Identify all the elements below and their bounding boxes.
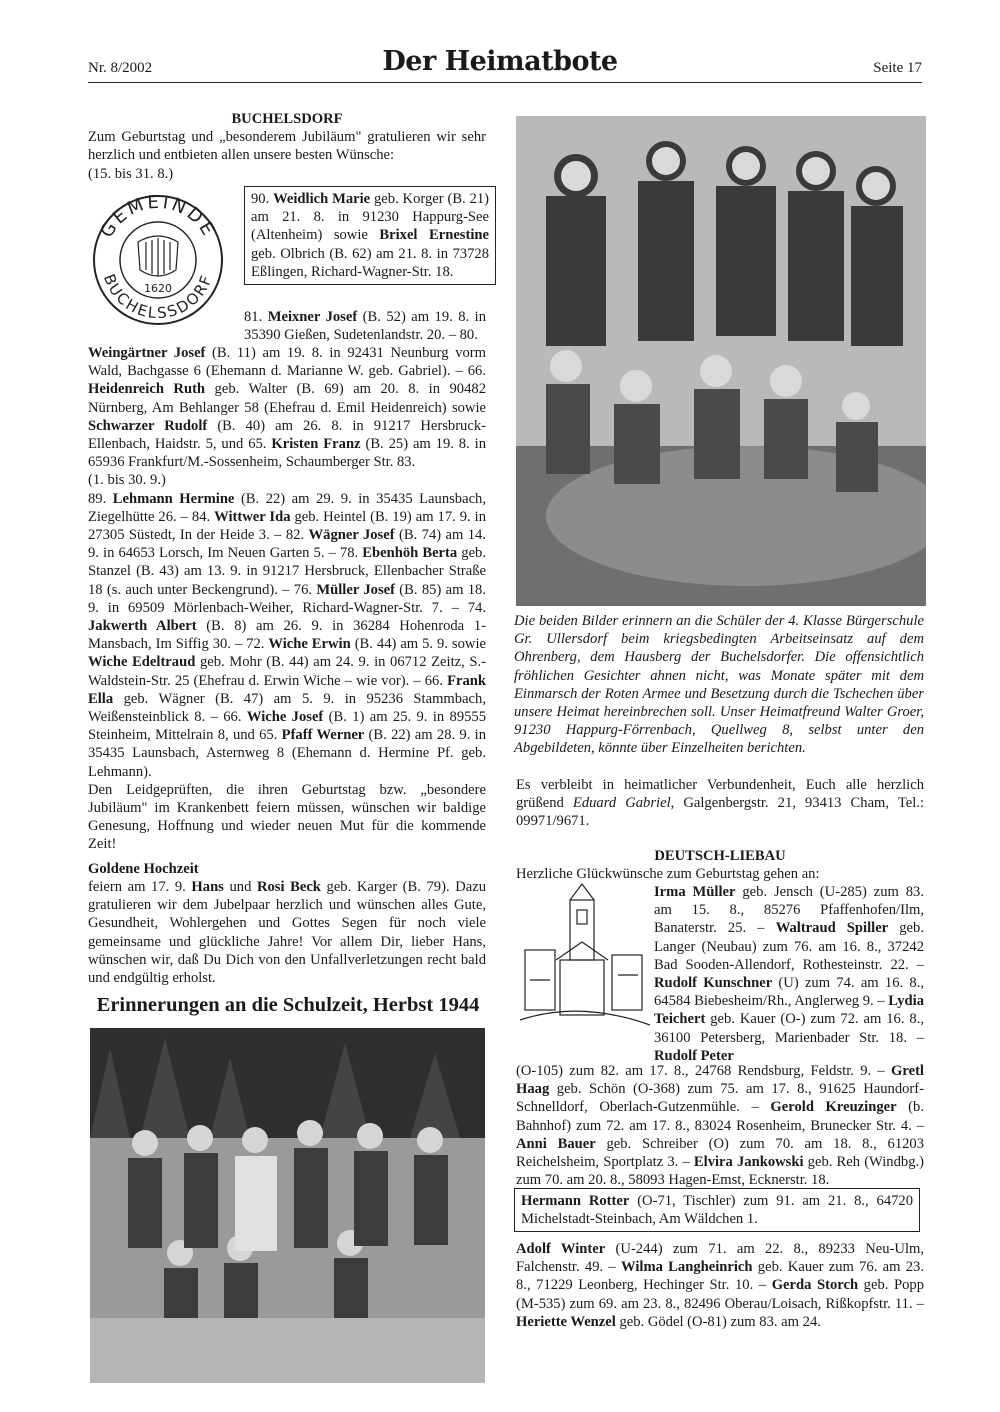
school-class-photo-top: [516, 116, 926, 606]
paragraph-august: Weingärtner Josef (B. 11) am 19. 8. in 92431 Neunburg vorm Wald, Bachgasse 6 (Ehemann d. Marianne W. geb. Gabriel). – 66. Heidenreich Ruth geb. Walter (B. 69) am 20. 8. in 90482 Nürnberg, Am Behlanger 58 (Ehefrau d. Emil Heidenreich) sowie Schwarzer Rudolf (B. 40) am 26. 8. in 91217 Hersbruck-Ellenbach, Haidstr. 5, und 65. Kristen Franz (B. 25) am 19. 8. in 65936 Frankfurt/M.-Sossenheim, Schaumberger Str. 83.: [88, 345, 486, 471]
closing-greeting: Es verbleibt in heimatlicher Verbundenheit, Euch alle herzlich grüßend Eduard Gabriel, Galgenbergstr. 21, 93413 Cham, Tel.: 09971/9671.: [516, 777, 925, 830]
author-name: Eduard Gabriel,: [572, 795, 675, 812]
name-meixner-josef: Meixner Josef: [267, 309, 358, 325]
svg-text:BUCHELSSDORF: [100, 272, 216, 323]
buchelsdorf-intro-block: [88, 110, 486, 183]
masthead: Der Heimatbote: [382, 46, 618, 77]
buchelsdorf-entries: [88, 344, 486, 987]
deutsch-liebau-title: DEUTSCH-LIEBAU: [654, 848, 786, 864]
issue-number: Nr. 8/2002: [88, 60, 153, 76]
school-class-photo-bottom: [90, 1028, 485, 1383]
paragraph-september: 89. Lehmann Hermine (B. 22) am 29. 9. in 35435 Launsbach, Ziegelhütte 26. – 84. Wittwer Ida geb. Heintel (B. 19) am 17. 9. in 27305 Süstedt, In der Heide 3. – 82. Wägner Josef (B. 74) am 14. 9. in 64653 Lorsch, Im Neuen Garten 5. – 78. Ebenhöh Berta geb. Stanzel (B. 43) am 13. 9. in 91217 Hersbruck, Ellenbacher Straße 18 (s. auch unter Beckengrund). – 76. Müller Josef (B. 85) am 18. 9. in 69509 Mörlenbach-Weiher, Richard-Wagner-Str. 7. – 74. Jakwerth Albert (B. 8) am 26. 9. in 36284 Hohenroda 1-Mansbach, Im Siffig 30. – 72. Wiche Erwin (B. 44) am 5. 9. sowie Wiche Edeltraud geb. Mohr (B. 44) am 24. 9. in 06712 Zeitz, S.-Waldstein-Str. 25 (Ehefrau d. Erwin Wiche – wie vor). – 66. Frank Ella geb. Wägner (B. 47) am 5. 9. in 95236 Stammbach, Weißensteinblick 8. – 66. Wiche Josef (B. 1) am 25. 9. in 89555 Steinheim, Mittelrain 8, und 65. Pfaff Werner (B. 22) am 28. 9. in 35435 Launsbach, Asternweg 8 (Ehemann d. Hermine Pf. geb. Lehmann).: [88, 490, 487, 780]
memories-title: Erinnerungen an die Schulzeit, Herbst 1944: [96, 994, 480, 1016]
golden-wedding-title: Goldene Hochzeit: [88, 860, 199, 877]
buchelsdorf-intro: Zum Geburtstag und „besonderem Jubiläum" gratulieren wir sehr herzlich und entbieten allen unsere besten Wünsche:: [88, 129, 486, 164]
name-irma-mueller: Irma Müller: [654, 884, 736, 900]
deutsch-liebau-heading-block: [516, 847, 924, 883]
seal-top-text: GEMEINDE: [96, 191, 220, 242]
liebau-entries-final: Adolf Winter (U-244) zum 71. am 22. 8., 89233 Neu-Ulm, Falchenstr. 49. – Wilma Langheinrich geb. Kauer zum 76. am 23. 8., 71229 Leonberg, Hechinger Str. 10. – Gerda Storch geb. Popp (M-535) zum 69. am 23. 8., 82496 Oberau/Loisach, Rißkopfstr. 11. – Heriette Wenzel geb. Gödel (O-81) zum 83. am 24.: [516, 1241, 924, 1330]
liebau-entries-narrow: Irma Müller geb. Jensch (U-285) zum 83. am 15. 8., 85276 Pfaffenhofen/Ilm, Banaterstr. 25. – Waltraud Spiller geb. Langer (Neubau) zum 76. am 16. 8., 37242 Bad Sooden-Allendorf, Rothesteinstr. 22. – Rudolf Kunschner (U) zum 74. am 16. 8., 64584 Biebesheim/Rh., Anglerweg 9. – Lydia Teichert geb. Kauer (O-) zum 72. am 16. 8., 36100 Petersberg, Marienbader Str. 18. – Rudolf Peter: [654, 884, 924, 1064]
name-hermann-rotter: Hermann Rotter: [521, 1193, 630, 1209]
boxed-entry-90: 90. Weidlich Marie geb. Korger (B. 21) am 21. 8. in 91230 Happurg-See (Altenheim) sowie Brixel Ernestine geb. Olbrich (B. 62) am 21. 8. in 73728 Eßlingen, Richard-Wagner-Str. 18.: [244, 186, 496, 285]
page-number: Seite 17: [873, 60, 922, 76]
church-drawing-icon: [520, 880, 650, 1030]
seal-year: 1620: [144, 282, 172, 295]
range-september: (1. bis 30. 9.): [88, 472, 166, 489]
header-rule: [88, 82, 922, 83]
seal-bottom-text: BUCHELSSDORF: [99, 271, 217, 323]
golden-wedding-text: feiern am 17. 9. Hans und Rosi Beck geb. Karger (B. 79). Dazu gratulieren wir dem Jubelpaar herzlich und wünschen alles Gute, Gesundheit, Wohlergehen und Gottes Segen für noch viele gemeinsame und glückliche Jahre! Vor allem Dir, lieber Hans, wünschen wir, daß Du Dich von den Unfallverletzungen recht bald und endgültig erholst.: [88, 878, 486, 986]
photo-caption: Die beiden Bilder erinnern an die Schüler der 4. Klasse Bürgerschule Gr. Ullersdorf beim kriegsbedingten Arbeitseinsatz auf dem Ohrenberg, dem Hausberg der Buchelsdorfer. Die offensichtlich fröhlichen Gesichter ahnen nicht, was Monate später mit dem Einmarsch der Roten Armee und Besetzung durch die Tschechen über unsere Heimat hereinbrechen soll. Unser Heimatfreund Walter Groer, 91230 Happurg-Förrenbach, Quellweg 8, selbst unter den Abgebildeten, könnte über Einzelheiten berichten.: [514, 613, 924, 757]
range-august: (15. bis 31. 8.): [88, 165, 174, 182]
boxed-entry-rotter: Hermann Rotter (O-71, Tischler) zum 91. am 21. 8., 64720 Michelstadt-Steinbach, Am Wäldchen 1.: [514, 1188, 920, 1232]
liebau-entries-wide: (O-105) zum 82. am 17. 8., 24768 Rendsburg, Feldstr. 9. – Gretl Haag geb. Schön (O-368) zum 75. am 17. 8., 91625 Haundorf-Schnelldorf, Oberlach-Gutzenmühle. – Gerold Kreuzinger (b. Bahnhof) zum 72. am 17. 8., 83024 Rosenheim, Brunecker Str. 4. – Anni Bauer geb. Schreiber (O) zum 70. am 18. 8., 61203 Reichelsheim, Sportplatz 3. – Elvira Jankowski geb. Reh (Windbg.) zum 70. am 20. 8., 58093 Hagen-Emst, Ecknerstr. 18.: [516, 1063, 925, 1189]
get-well-wishes: Den Leidgeprüften, die ihren Geburtstag bzw. „besondere Jubiläum" im Krankenbett feiern müssen, wünschen wir baldige Genesung, Hoffnung und wieder neuen Mut für die kommende Zeit!: [88, 781, 486, 853]
svg-text:GEMEINDE: [96, 192, 219, 242]
municipal-seal-icon: [88, 190, 228, 330]
entry-81: 81. Meixner Josef (B. 52) am 19. 8. in 35390 Gießen, Sudetenlandstr. 20. – 80.: [244, 309, 486, 344]
name-brixel-ernestine: Brixel Ernestine: [379, 227, 489, 244]
name-weidlich-marie: Weidlich Marie: [273, 191, 371, 207]
buchelsdorf-title: BUCHELSDORF: [231, 111, 343, 127]
deutsch-liebau-intro: Herzliche Glückwünsche zum Geburtstag gehen an:: [516, 866, 820, 883]
